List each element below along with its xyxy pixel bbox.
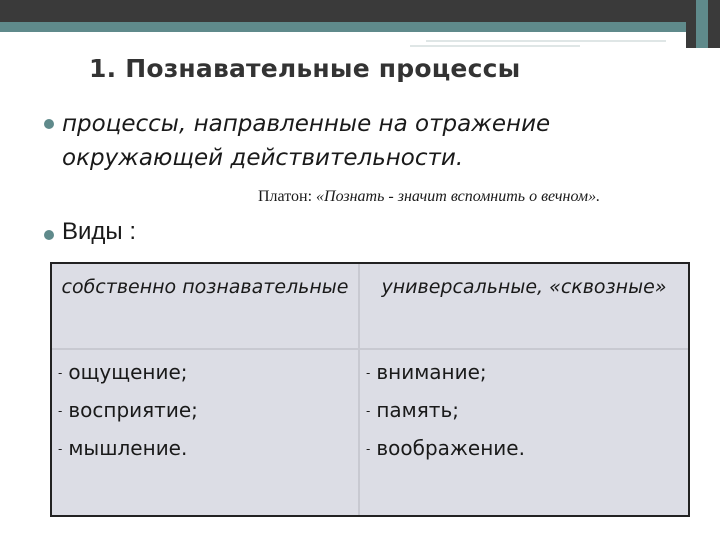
bullet-icon	[44, 230, 54, 240]
kinds-label: Виды :	[62, 218, 137, 245]
universal-list	[366, 354, 525, 468]
dash-marker: -	[366, 366, 371, 380]
dash-marker: -	[58, 366, 63, 380]
list-item	[58, 392, 198, 430]
list-item-text: воображение.	[376, 436, 525, 460]
list-item	[366, 430, 525, 468]
definition-text: процессы, направленные на отражение окружающей действительности.	[62, 111, 551, 171]
quote	[258, 188, 600, 206]
header-cell-universal: универсальные, «сквозные»	[381, 276, 667, 298]
dash-marker: -	[366, 404, 371, 418]
list-item	[58, 354, 198, 392]
list-item-text: мышление.	[68, 436, 188, 460]
processes-table	[50, 262, 690, 517]
list-item-text: внимание;	[376, 360, 487, 384]
list-item	[58, 430, 198, 468]
list-item	[366, 392, 525, 430]
decorative-line	[410, 45, 580, 47]
header-corner-accent	[696, 0, 708, 48]
row-divider	[52, 348, 688, 350]
slide-title: 1. Познавательные процессы	[89, 54, 521, 83]
dash-marker: -	[366, 442, 371, 456]
header-cell-cognitive: собственно познавательные	[61, 276, 349, 298]
dash-marker: -	[58, 404, 63, 418]
decorative-line	[426, 40, 666, 42]
list-item-text: восприятие;	[68, 398, 198, 422]
quote-author: Платон:	[258, 188, 317, 205]
list-item	[366, 354, 525, 392]
dash-marker: -	[58, 442, 63, 456]
list-item-text: память;	[376, 398, 459, 422]
header-accent-bar	[0, 22, 720, 32]
cognitive-list	[58, 354, 198, 468]
quote-text: «Познать - значит вспомнить о вечном».	[316, 188, 601, 205]
bullet-icon	[44, 119, 54, 129]
header-bar	[0, 0, 720, 22]
list-item-text: ощущение;	[68, 360, 188, 384]
